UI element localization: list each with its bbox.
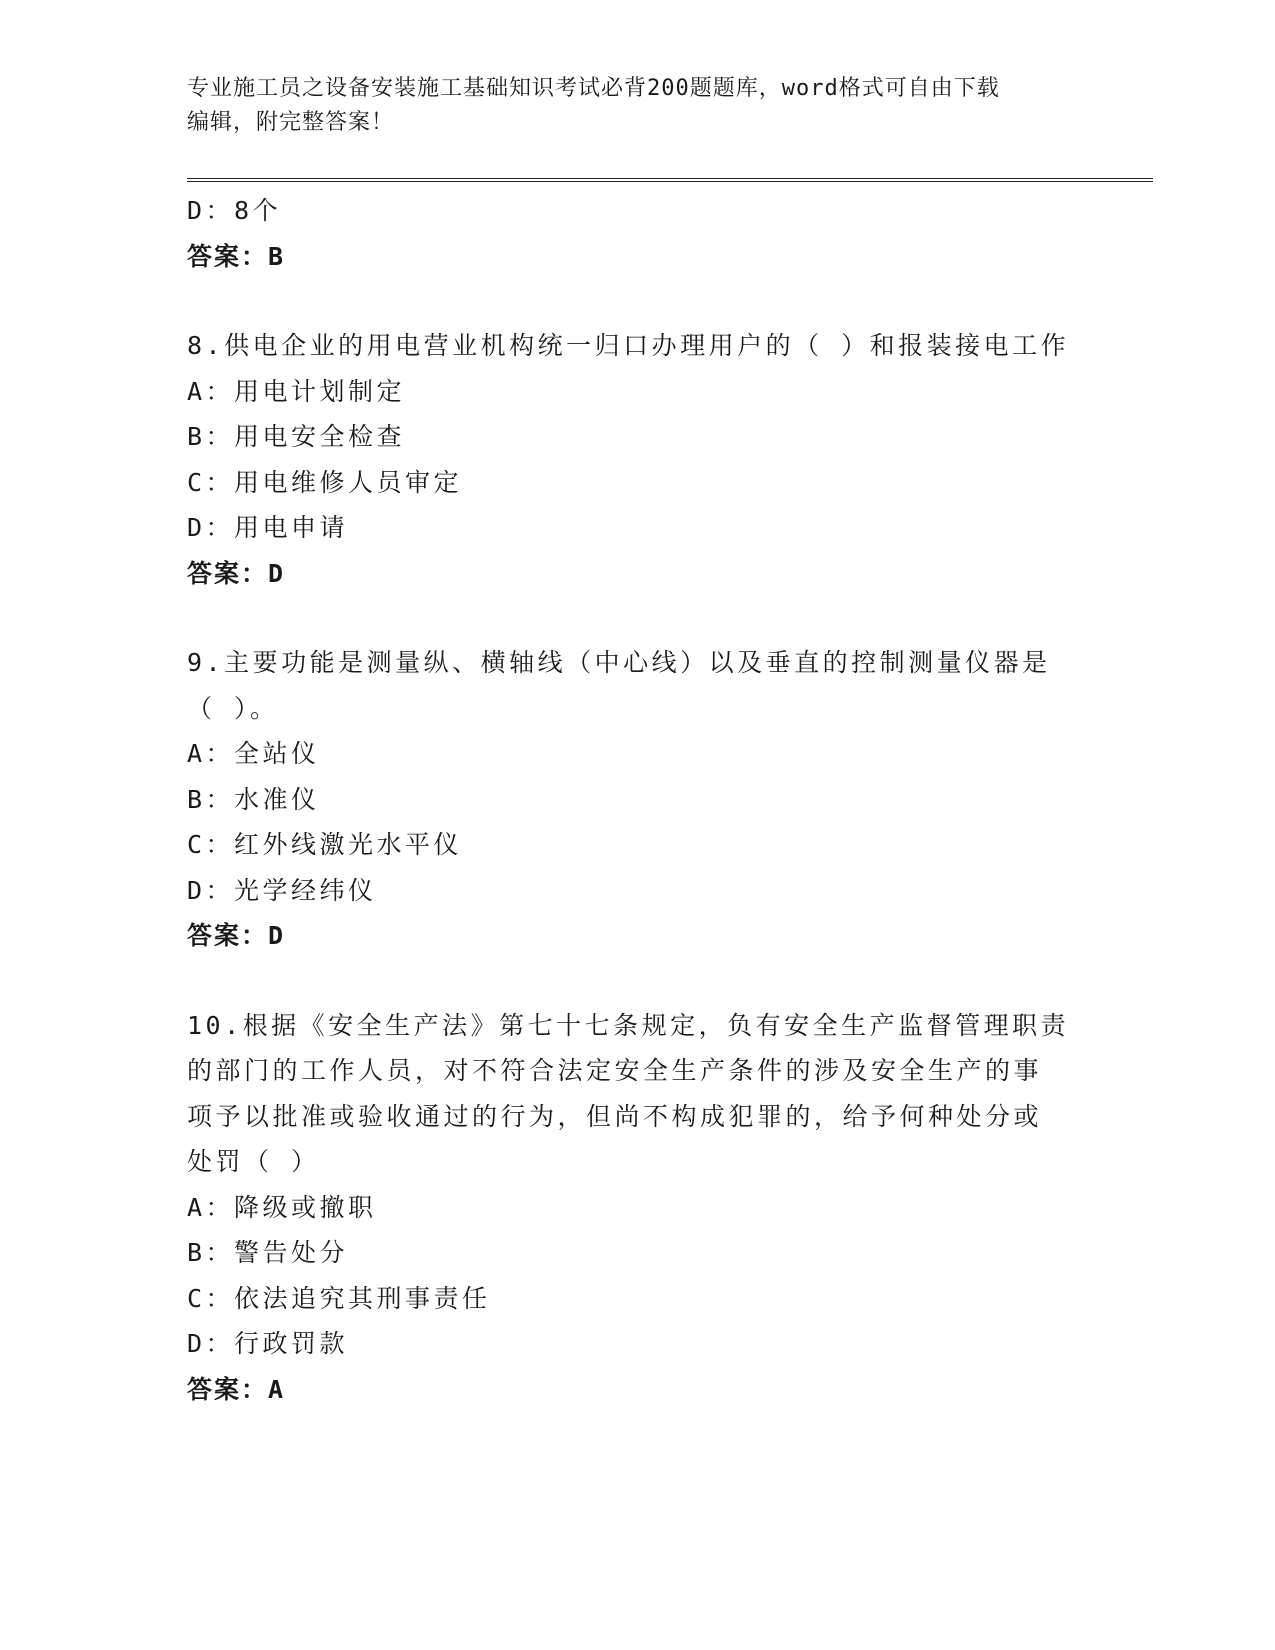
option-c: C：用电维修人员审定	[187, 467, 463, 497]
answer: 答案：D	[187, 558, 286, 588]
question-stem: 处罚（ ）	[187, 1147, 320, 1176]
option-b: B：水准仪	[187, 784, 320, 814]
option-a: A：用电计划制定	[187, 376, 406, 406]
option-c: C：红外线激光水平仪	[187, 830, 463, 859]
option-b: B：用电安全检查	[187, 422, 406, 451]
header-title-line-1: 专业施工员之设备安装施工基础知识考试必背200题题库，word格式可自由下载	[187, 76, 1000, 101]
previous-answer: 答案：B	[187, 241, 286, 271]
question-stem: 9.主要功能是测量纵、横轴线（中心线）以及垂直的控制测量仪器是	[187, 648, 1051, 677]
header-title-line-2: 编辑，附完整答案！	[187, 110, 395, 135]
question-stem: 的部门的工作人员，对不符合法定安全生产条件的涉及安全生产的事	[187, 1056, 1043, 1085]
option-b: B：警告处分	[187, 1238, 349, 1267]
option-c: C：依法追究其刑事责任	[187, 1283, 491, 1313]
spacer	[187, 279, 1087, 323]
option-a: A：降级或撤职	[187, 1192, 377, 1222]
question-stem: 项予以批准或验收通过的行为，但尚不构成犯罪的，给予何种处分或	[187, 1101, 1043, 1131]
document-header	[187, 72, 1067, 140]
answer: 答案：A	[187, 1374, 286, 1404]
spacer	[187, 596, 1087, 640]
previous-option-d: D：8个	[187, 196, 282, 225]
question-stem: 10.根据《安全生产法》第七十七条规定，负有安全生产监督管理职责	[187, 1010, 1070, 1040]
option-d: D：行政罚款	[187, 1329, 349, 1358]
question-9	[187, 640, 1087, 959]
question-stem: （ ）。	[187, 693, 279, 723]
option-d: D：用电申请	[187, 513, 349, 542]
spacer	[187, 959, 1087, 1003]
option-d: D：光学经纬仪	[187, 875, 377, 905]
answer: 答案：D	[187, 921, 286, 950]
option-a: A：全站仪	[187, 739, 320, 768]
question-8	[187, 323, 1087, 596]
header-divider	[187, 178, 1153, 182]
question-content	[187, 188, 1087, 1412]
question-stem: 8.供电企业的用电营业机构统一归口办理用户的（ ）和报装接电工作	[187, 331, 1070, 360]
question-10	[187, 1003, 1087, 1413]
